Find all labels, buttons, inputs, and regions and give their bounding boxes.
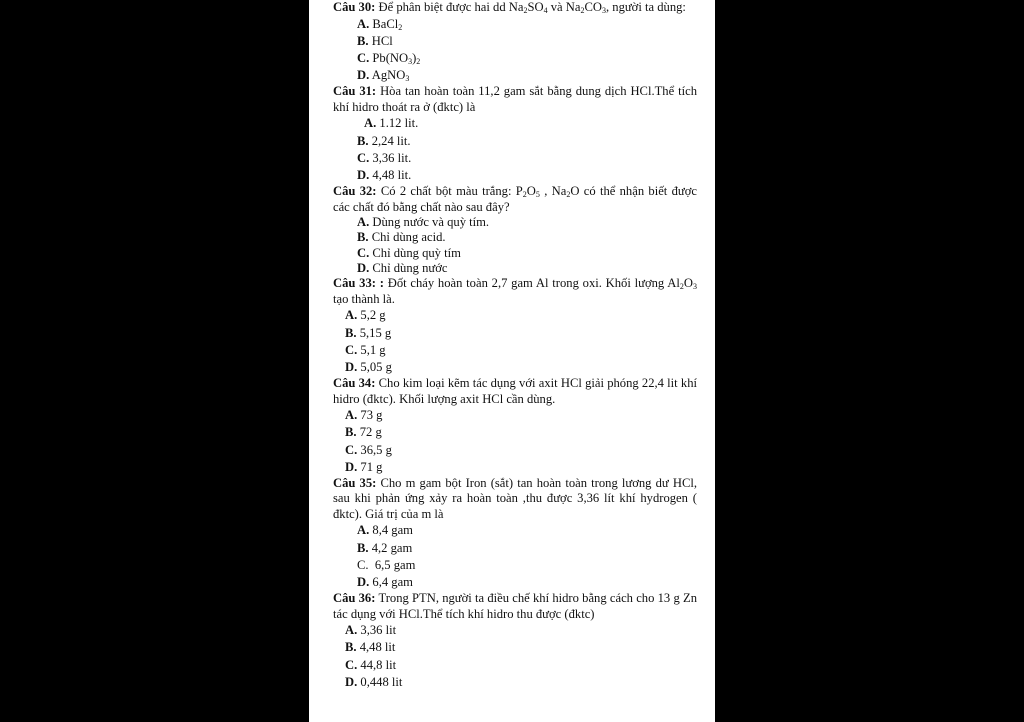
option-b: B. HCl	[357, 33, 393, 48]
option-d: D. Chỉ dùng nước	[357, 261, 448, 276]
question-34	[333, 376, 697, 407]
option-c: C. 6,5 gam	[357, 557, 416, 572]
option-c: C. 44,8 lit	[345, 657, 397, 672]
option-c: C. 36,5 g	[345, 442, 392, 457]
question-32	[333, 184, 697, 215]
document-page	[309, 0, 715, 722]
question-label: Câu 31:	[333, 84, 377, 99]
question-text: Đốt cháy hoàn toàn 2,7 gam Al trong oxi. Khối lượng $Al_2O_3$ tạo thành là.	[333, 276, 697, 306]
question-36	[333, 591, 697, 622]
question-33	[333, 276, 697, 307]
option-b: B. 4,2 gam	[357, 540, 413, 555]
option-d: D. 4,48 lit.	[357, 167, 412, 182]
question-31	[333, 84, 697, 115]
question-label: Câu 30:	[333, 0, 376, 14]
option-b: B. Chỉ dùng acid.	[357, 230, 446, 245]
option-b: B. 72 g	[345, 425, 382, 440]
question-30	[333, 0, 697, 16]
question-label: Câu 33: :	[333, 276, 384, 291]
option-d: D. 6,4 gam	[357, 575, 413, 590]
option-d: D. 5,05 g	[345, 359, 392, 374]
option-a: A. 73 g	[345, 408, 383, 423]
option-c: C. Chỉ dùng quỳ tím	[357, 245, 461, 260]
option-b: B. 5,15 g	[345, 325, 392, 340]
question-list	[333, 0, 697, 691]
question-label: Câu 34:	[333, 376, 376, 391]
option-d: D. AgNO$_3$	[357, 68, 410, 84]
option-a: A. 3,36 lit	[345, 623, 397, 638]
option-a: A. Dùng nước và quỳ tím.	[357, 215, 490, 230]
option-b: B. 2,24 lit.	[357, 133, 411, 148]
option-c: C. 5,1 g	[345, 342, 386, 357]
option-d: D. 71 g	[345, 459, 383, 474]
option-a: A. BaCl$_2$	[357, 16, 403, 32]
option-a: A. 1.12 lit.	[364, 116, 419, 131]
question-text: Để phân biệt được hai dd $Na_2SO_4$ và $Na_2CO_3$, người ta dùng:	[378, 0, 686, 15]
option-c: C. $Pb(NO_3)_2$	[357, 50, 421, 66]
question-text: Trong PTN, người ta điều chế khí hidro bằng cách cho 13 g Zn tác dụng với HCl.Thể tích khí hidro thu được (đktc)	[333, 591, 697, 621]
option-a: A. 8,4 gam	[357, 523, 413, 538]
question-text: Có 2 chất bột màu trắng: $P_2O_5$ , $Na_2O$ có thể nhận biết được các chất đó bằng chất nào sau đây?	[333, 184, 697, 214]
question-label: Câu 36:	[333, 591, 376, 606]
option-c: C. 3,36 lit.	[357, 150, 412, 165]
option-b: B. 4,48 lit	[345, 640, 396, 655]
question-text: Hòa tan hoàn toàn 11,2 gam sắt bằng dung dịch HCl.Thể tích khí hidro thoát ra ở (đktc) là	[333, 84, 697, 114]
question-text: Cho m gam bột Iron (sắt) tan hoàn toàn trong lương dư HCl, sau khi phản ứng xảy ra hoàn toàn ,thu được 3,36 lít khí hydrogen ( đktc). Giá trị của m là	[333, 475, 697, 521]
option-d: D. 0,448 lit	[345, 674, 403, 689]
question-35	[333, 476, 697, 523]
option-a: A. 5,2 g	[345, 308, 386, 323]
question-label: Câu 35:	[333, 475, 377, 490]
question-label: Câu 32:	[333, 184, 377, 199]
question-text: Cho kim loại kẽm tác dụng với axit HCl giải phóng 22,4 lit khí hidro (đktc). Khối lượng axit HCl cần dùng.	[333, 376, 697, 406]
